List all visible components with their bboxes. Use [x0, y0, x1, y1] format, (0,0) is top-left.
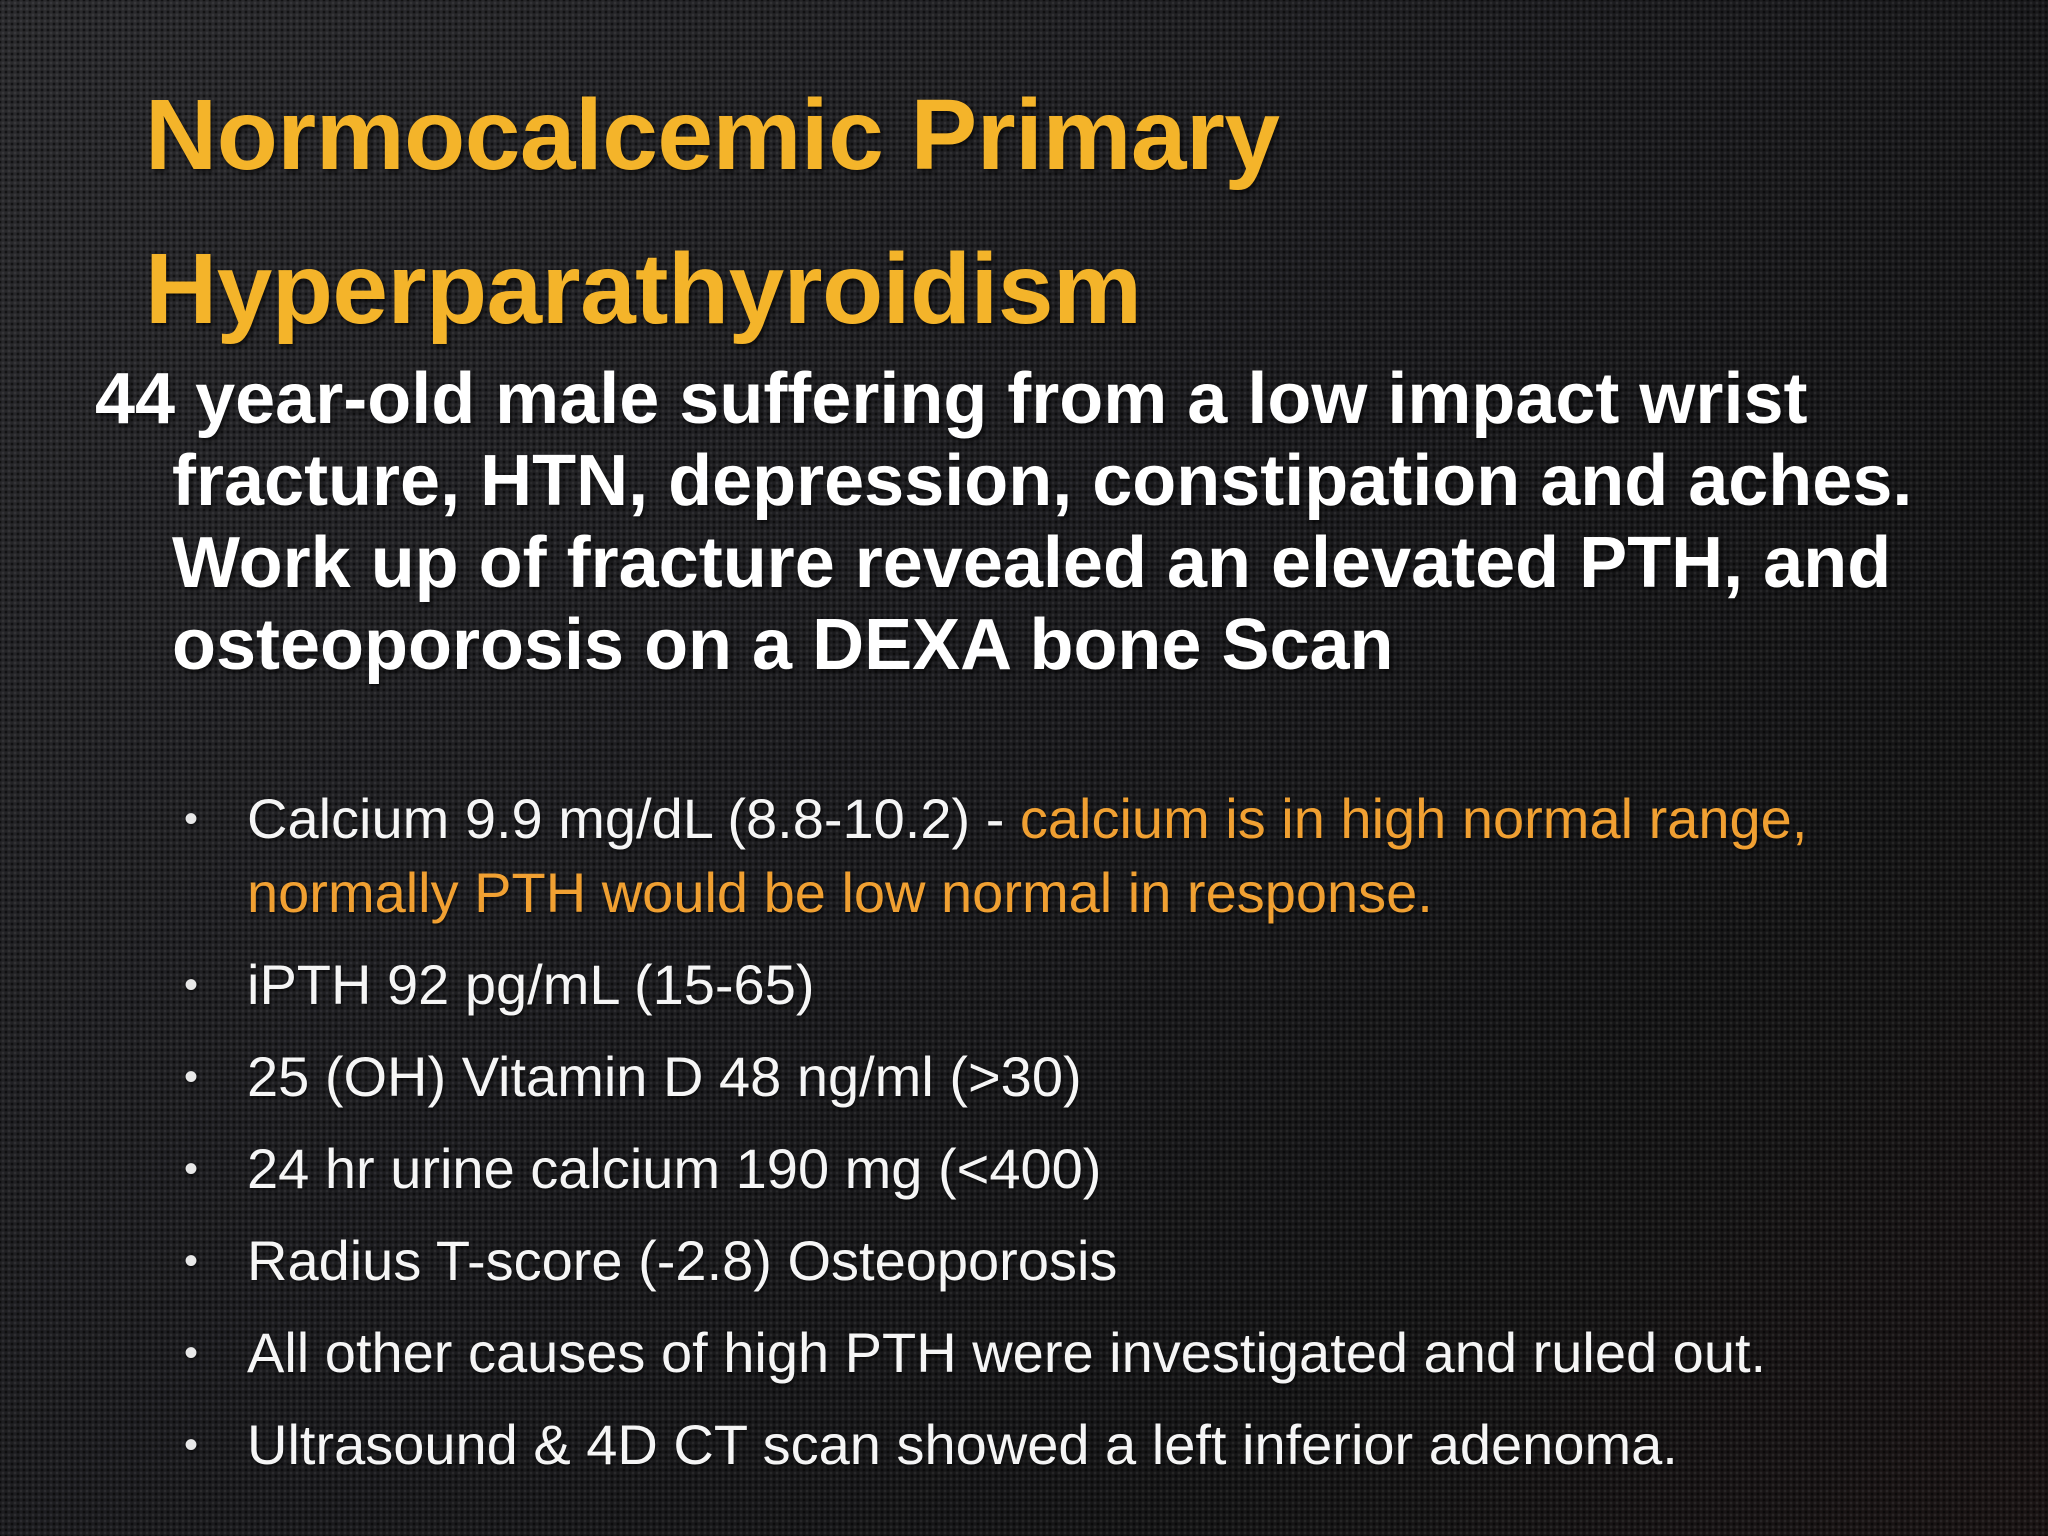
bullet-marker: • — [184, 1331, 199, 1375]
bullet-text: All other causes of high PTH were investigated and ruled out. — [247, 1321, 1767, 1384]
title-line-2: Hyperparathyroidism — [145, 233, 1142, 345]
bullet-text: 25 (OH) Vitamin D 48 ng/ml (>30) — [247, 1045, 1082, 1108]
bullet-marker: • — [184, 1147, 199, 1191]
bullet-marker: • — [184, 1239, 199, 1283]
bullet-urine-calcium — [180, 1132, 2030, 1206]
bullet-text: Ultrasound & 4D CT scan showed a left inferior adenoma. — [247, 1413, 1678, 1476]
case-description: 44 year-old male suffering from a low impact wrist fracture, HTN, depression, constipation and aches. Work up of fracture revealed an elevated PTH, and osteoporosis on a DEXA bone Scan — [95, 359, 1913, 685]
bullet-text: 24 hr urine calcium 190 mg (<400) — [247, 1137, 1102, 1200]
bullet-highlight-text: calcium is in high normal range, normally PTH would be low normal in response. — [247, 787, 1808, 924]
bullet-vitamin-d — [180, 1040, 2030, 1114]
bullet-text: Radius T-score (-2.8) Osteoporosis — [247, 1229, 1118, 1292]
bullet-text: iPTH 92 pg/mL (15-65) — [247, 953, 815, 1016]
bullet-marker: • — [184, 1055, 199, 1099]
bullet-marker: • — [184, 963, 199, 1007]
bullet-other-causes — [180, 1316, 2030, 1390]
bullet-ipth — [180, 948, 2030, 1022]
bullet-text: Calcium 9.9 mg/dL (8.8-10.2) - — [247, 787, 1020, 850]
bullet-calcium — [180, 782, 2030, 930]
bullet-t-score — [180, 1224, 2030, 1298]
title-line-1: Normocalcemic Primary — [145, 79, 1280, 191]
bullet-imaging — [180, 1408, 2030, 1482]
bullet-marker: • — [184, 797, 199, 841]
lab-findings-list — [180, 782, 2030, 1500]
bullet-marker: • — [184, 1423, 199, 1467]
slide-title — [145, 58, 1945, 366]
